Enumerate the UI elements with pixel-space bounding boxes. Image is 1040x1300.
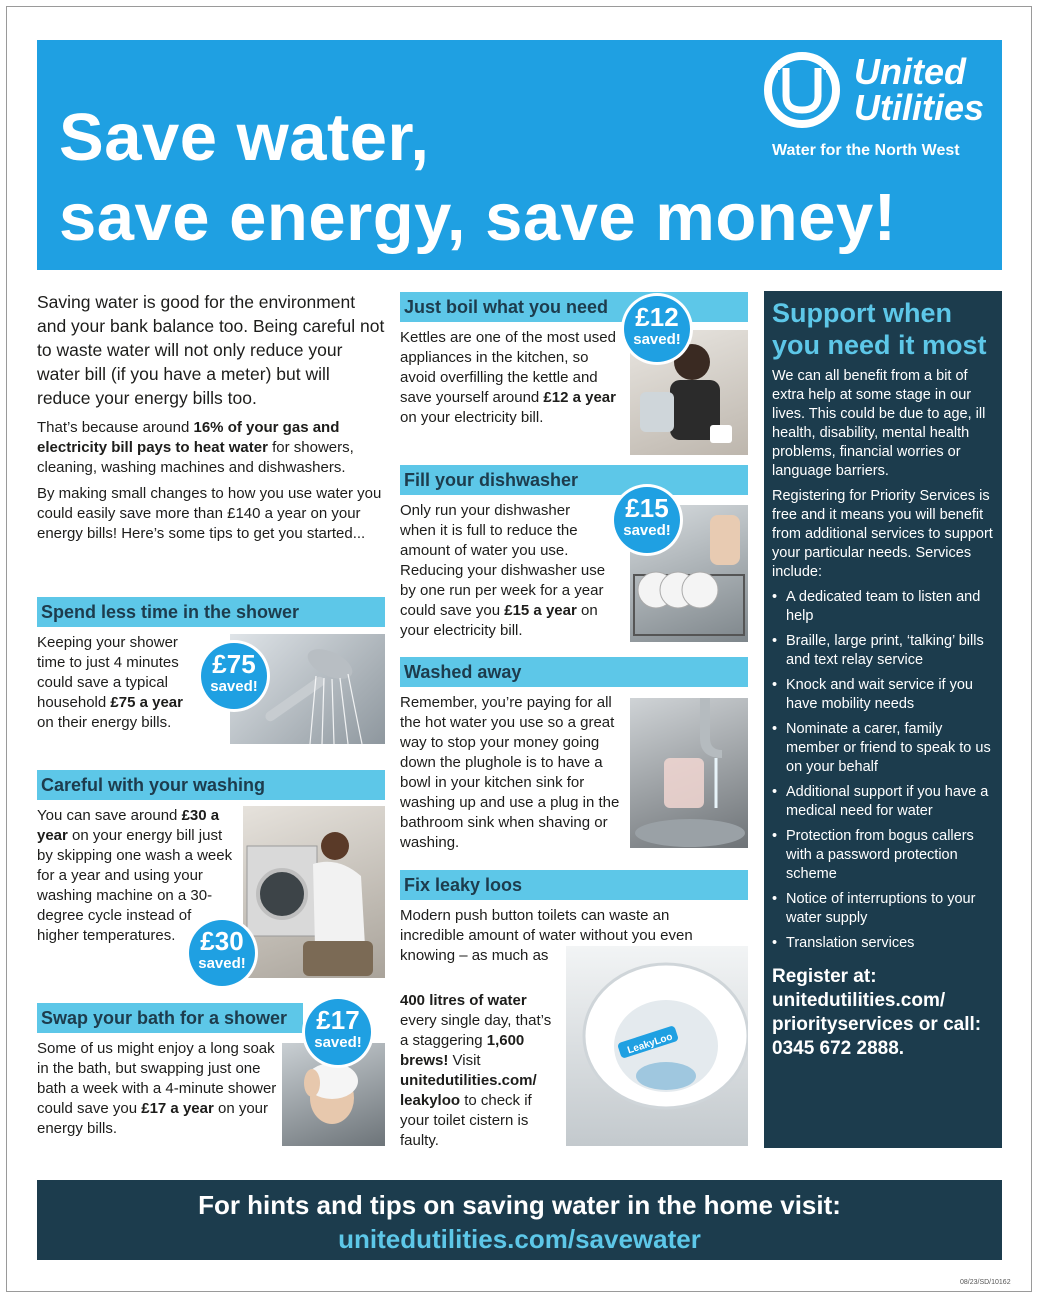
service-item: • Nominate a carer, family member or friend to speak to us on your behalf xyxy=(772,720,994,777)
washing-machine-icon xyxy=(243,806,385,978)
tip-shower-bold: £75 a year xyxy=(110,694,183,711)
badge-amount: £30 xyxy=(200,926,244,956)
badge-saved-label: saved! xyxy=(210,678,258,695)
intro-paragraph-1 xyxy=(37,418,387,478)
tip-washing-pre: You can save around xyxy=(37,807,182,824)
tip-boil-pre: Kettles are one of the most used appliances in the kitchen, so avoid overfilling the kettle and save yourself around xyxy=(400,329,616,406)
badge-saved-label: saved! xyxy=(633,331,681,348)
tip-leaky-loos-detail xyxy=(400,991,556,1151)
register-info: Register at: unitedutilities.com/ priorityservices or call: 0345 672 2888. xyxy=(772,966,982,1059)
intro-section xyxy=(37,290,387,550)
loos-mid: every single day, that’s a staggering xyxy=(400,1012,552,1049)
tip-dishwasher-body xyxy=(400,501,610,641)
savings-badge-75 xyxy=(201,643,267,709)
support-paragraph-2: Registering for Priority Services is free and it means you will benefit from additional services to support your particular needs. Services include: xyxy=(772,488,993,580)
leakyloo-link[interactable]: unitedutilities.com/ leakyloo xyxy=(400,1072,537,1109)
tip-boil-post: on your electricity bill. xyxy=(400,409,544,426)
badge-saved-label: saved! xyxy=(198,955,246,972)
tip-shower-title: Spend less time in the shower xyxy=(37,597,385,627)
tip-leaky-loos-intro: Modern push button toilets can waste an incredible amount of water without you even knowing – as much as xyxy=(400,907,693,964)
logo-line-1: United xyxy=(854,51,966,92)
toilet-photo xyxy=(566,946,748,1146)
tip-bath-title: Swap your bath for a shower xyxy=(37,1003,303,1033)
badge-saved-label: saved! xyxy=(623,522,671,539)
savings-badge-17 xyxy=(305,999,371,1065)
tip-shower-body xyxy=(37,633,199,733)
service-item: • Knock and wait service if you have mobility needs xyxy=(772,676,994,714)
badge-saved-label: saved! xyxy=(314,1034,362,1051)
service-item: • Protection from bogus callers with a password protection scheme xyxy=(772,827,994,884)
tip-bath-pre: Some of us might enjoy a long soak in the bath, but swapping just one bath a week with a 4-minute shower could save you xyxy=(37,1040,277,1117)
tip-dishwasher-pre: Only run your dishwasher when it is full to reduce the amount of water you use. Reducing your dishwasher use by one run per week for a year could save you xyxy=(400,502,606,619)
support-title: Support when you need it most xyxy=(772,298,987,360)
washing-machine-photo xyxy=(243,806,385,978)
tip-shower-post: on their energy bills. xyxy=(37,714,172,731)
intro-lead: Saving water is good for the environment and your bank balance too. Being careful not to waste water will not only reduce your water bill (if you have a meter) but will reduce your energy bills too. xyxy=(37,292,385,408)
united-utilities-logo-icon xyxy=(762,52,848,128)
footer-link[interactable]: unitedutilities.com/savewater xyxy=(338,1224,701,1254)
tip-bath-body xyxy=(37,1039,285,1139)
document-code: 08/23/SD/10162 xyxy=(960,1279,1011,1286)
intro-paragraph-2: By making small changes to how you use water you could easily save more than £140 a year on your energy bills! Here’s some tips to get you started... xyxy=(37,485,382,542)
toilet-bowl-icon xyxy=(566,946,748,1146)
service-item: • Notice of interruptions to your water supply xyxy=(772,890,994,928)
badge-amount: £75 xyxy=(212,649,256,679)
tip-dishwasher-title: Fill your dishwasher xyxy=(400,465,748,495)
service-item: • Translation services xyxy=(772,934,994,953)
tip-washing xyxy=(37,770,385,985)
savings-badge-12 xyxy=(624,296,690,362)
tip-dishwasher-bold: £15 a year xyxy=(504,602,577,619)
title-line-1: Save water, xyxy=(59,100,430,175)
logo-line-2: Utilities xyxy=(854,87,985,128)
united-utilities-logo xyxy=(762,52,992,162)
tip-washing-post: on your energy bill just by skipping one wash a week for a year and using your washing machine on a 30-degree cycle instead of higher temperatures. xyxy=(37,827,233,944)
savings-badge-15 xyxy=(614,487,680,553)
loos-bold-litres: 400 litres of water xyxy=(400,992,527,1009)
tip-washed-away xyxy=(400,657,748,857)
tip-dishwasher-post: on your electricity bill. xyxy=(400,602,598,639)
tip-boil-body xyxy=(400,328,622,428)
tip-washing-title: Careful with your washing xyxy=(37,770,385,800)
intro-p1-post: for showers, cleaning, washing machines and dishwashers. xyxy=(37,439,354,476)
badge-amount: £15 xyxy=(625,493,669,523)
service-item: • Additional support if you have a medical need for water xyxy=(772,783,994,821)
tip-dishwasher xyxy=(400,465,748,645)
tap-icon xyxy=(630,698,748,848)
badge-amount: £17 xyxy=(316,1005,360,1035)
support-services-list xyxy=(772,588,994,953)
loos-mid2: Visit xyxy=(448,1052,481,1069)
logo-tagline: Water for the North West xyxy=(772,142,960,159)
badge-amount: £12 xyxy=(635,302,679,332)
tip-leaky-loos-title: Fix leaky loos xyxy=(400,870,748,900)
footer-banner xyxy=(37,1180,1002,1260)
loos-post: to check if your toilet cistern is faulty. xyxy=(400,1092,532,1149)
service-item: • A dedicated team to listen and help xyxy=(772,588,994,626)
tip-leaky-loos xyxy=(400,870,748,1148)
footer-text: For hints and tips on saving water in the home visit: xyxy=(198,1190,841,1220)
tip-bath xyxy=(37,1003,385,1148)
sink-photo xyxy=(630,698,748,848)
tip-bath-post: on your energy bills. xyxy=(37,1100,269,1137)
tip-boil-title: Just boil what you need xyxy=(400,292,748,322)
leakyloo-tab-text: LeakyLoo xyxy=(626,1031,674,1057)
support-panel xyxy=(764,291,1002,1148)
tip-boil-bold: £12 a year xyxy=(543,389,616,406)
title-line-2: save energy, save money! xyxy=(59,180,897,255)
intro-p1-bold: 16% of your gas and electricity bill pays to heat water xyxy=(37,419,340,456)
tip-washed-away-title: Washed away xyxy=(400,657,748,687)
tip-shower xyxy=(37,597,385,757)
tip-shower-pre: Keeping your shower time to just 4 minutes could save a typical household xyxy=(37,634,179,711)
loos-bold-brews: 1,600 brews! xyxy=(400,1032,525,1069)
logo-wordmark xyxy=(854,51,985,128)
tip-washed-away-body: Remember, you’re paying for all the hot water you use so a great way to stop your money going down the plughole is to have a bowl in your kitchen sink for washing up and use a plug in the bathroom sink when shaving or washing. xyxy=(400,694,620,851)
intro-p1-pre: That’s because around xyxy=(37,419,194,436)
tip-bath-bold: £17 a year xyxy=(141,1100,214,1117)
tip-boil xyxy=(400,292,748,457)
tip-washing-bold: £30 a year xyxy=(37,807,220,844)
tip-leaky-loos-body xyxy=(400,906,748,966)
support-paragraph-1: We can all benefit from a bit of extra help at some stage in our lives. This could be due to age, ill health, disability, mental health problems, financial worries or language barriers. xyxy=(772,368,986,479)
hero-banner xyxy=(37,40,1002,270)
service-item: • Braille, large print, ‘talking’ bills and text relay service xyxy=(772,632,994,670)
savings-badge-30 xyxy=(189,920,255,986)
